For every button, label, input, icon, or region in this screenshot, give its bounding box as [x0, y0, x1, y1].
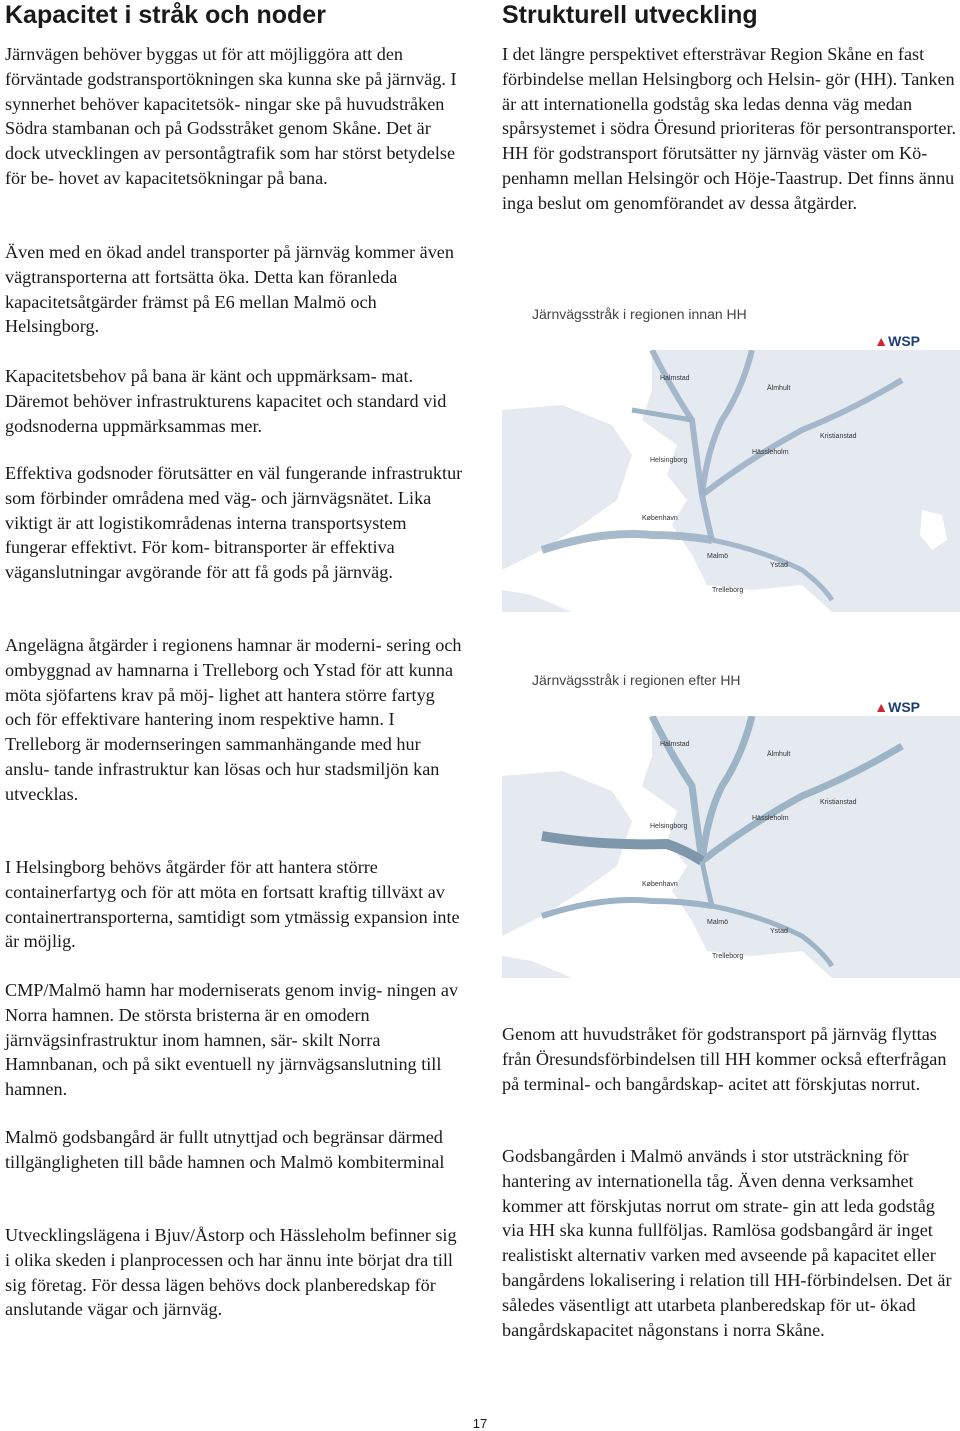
- map-graphic: [502, 716, 960, 978]
- label-ystad: Ystad: [770, 928, 788, 935]
- label-kristianstad: Kristianstad: [820, 799, 857, 806]
- map-title: Järnvägsstråk i regionen efter HH: [532, 672, 741, 688]
- label-kobenhavn: København: [642, 515, 678, 522]
- label-almhult: Älmhult: [767, 385, 791, 392]
- heading-capacity: Kapacitet i stråk och noder: [5, 1, 326, 29]
- label-trelleborg: Trelleborg: [712, 953, 744, 960]
- label-kobenhavn: København: [642, 881, 678, 888]
- label-kristianstad: Kristianstad: [820, 433, 857, 440]
- paragraph-right-1: I det längre perspektivet eftersträvar Region Skåne en fast förbindelse mellan Helsingborg och Helsin- gör (HH). Tanken är att internationella godståg ska ledas denna väg medan spårsystemet i södra Öresund prioriteras för persontransporter. HH för godstransport förutsätter ny järnväg väster om Kö- penhamn mellan Helsingör och Höje-Taastrup. Det finns ännu inga beslut om genomförandet av dessa åtgärder.: [502, 44, 957, 213]
- label-almhult: Älmhult: [767, 751, 791, 758]
- paragraph-5: Angelägna åtgärder i regionens hamnar är moderni- sering och ombyggnad av hamnarna i Trelleborg och Ystad för att kunna möta sjöfartens krav på möj- lighet att hantera större fartyg och för effektivare hantering inom respektive hamn. I Trelleborg är modernseringen sammanhängande med hur anslu- tande infrastruktur kan lösas och hur stadsmiljön kan utvecklas.: [5, 635, 462, 804]
- heading-structural: Strukturell utveckling: [502, 1, 758, 29]
- map-after-hh: [502, 666, 960, 986]
- paragraph-7: CMP/Malmö hamn har moderniserats genom invig- ningen av Norra hamnen. De största bristerna är en omodern järnvägsinfrastruktur inom hamnen, sär- skilt Norra Hamnbanan, och på sikt eventuell ny järnvägsanslutning till hamnen.: [5, 980, 459, 1100]
- paragraph-4: Effektiva godsnoder förutsätter en väl fungerande infrastruktur som förbinder områdena med väg- och järnvägsnätet. Lika viktigt är att logistikområdenas interna transportsystem fungerar effektivt. För kom- bitransporter är effektiva väganslutningar avgörande för att få gods på järnväg.: [5, 463, 463, 583]
- map-title: Järnvägsstråk i regionen innan HH: [532, 306, 747, 322]
- paragraph-2: Även med en ökad andel transporter på järnväg kommer även vägtransporterna att fortsätta öka. Detta kan föranleda kapacitetsåtgärder främst på E6 mellan Malmö och Helsingborg.: [5, 242, 454, 337]
- label-malmo: Malmö: [707, 919, 729, 926]
- label-halmstad: Halmstad: [660, 741, 690, 748]
- label-ystad: Ystad: [770, 562, 788, 569]
- label-helsingborg: Helsingborg: [650, 823, 688, 830]
- label-malmo: Malmö: [707, 553, 729, 560]
- page-number: 17: [472, 1416, 488, 1431]
- wsp-logo: ▲WSP: [874, 333, 920, 349]
- label-hassleholm: Hässleholm: [752, 449, 789, 456]
- paragraph-6: I Helsingborg behövs åtgärder för att hantera större containerfartyg och för att möta en fortsatt kraftig tillväxt av containertransporterna, samtidigt som ytmässig expansion inte är möjlig.: [5, 857, 460, 952]
- label-trelleborg: Trelleborg: [712, 587, 744, 594]
- paragraph-9: Utvecklingslägena i Bjuv/Åstorp och Hässleholm befinner sig i olika skeden i planprocessen och har ännu inte börjat dra till sig företag. För dessa lägen behövs dock planberedskap för anslutande vägar och järnväg.: [5, 1225, 457, 1320]
- wsp-logo: ▲WSP: [874, 699, 920, 715]
- label-hassleholm: Hässleholm: [752, 815, 789, 822]
- label-halmstad: Halmstad: [660, 375, 690, 382]
- paragraph-3: Kapacitetsbehov på bana är känt och uppmärksam- mat. Däremot behöver infrastrukturens kapacitet och standard vid godsnoderna uppmärksammas mer.: [5, 366, 447, 436]
- map-before-hh: [502, 300, 960, 610]
- paragraph-8: Malmö godsbangård är fullt utnyttjad och begränsar därmed tillgängligheten till både hamnen och Malmö kombiterminal: [5, 1127, 445, 1172]
- paragraph-1: Järnvägen behöver byggas ut för att möjliggöra att den förväntade godstransportökningen ska kunna ske på järnväg. I synnerhet behöver kapacitetsök- ningar ske på huvudstråken Södra stambanan och på Godsstråket genom Skåne. Det är dock utvecklingen av persontågtrafik som har störst betydelse för be- hovet av kapacitetsökningar på bana.: [5, 44, 457, 188]
- label-helsingborg: Helsingborg: [650, 457, 688, 464]
- paragraph-right-2: Genom att huvudstråket för godstransport på järnväg flyttas från Öresundsförbindelsen till HH kommer också efterfrågan på terminal- och bangårdskap- acitet att förskjutas norrut.: [502, 1024, 947, 1094]
- map-graphic: [502, 350, 960, 612]
- paragraph-right-3: Godsbangården i Malmö används i stor utsträckning för hantering av internationella tåg. Även denna verksamhet kommer att förskjutas norrut om strate- gin att leda godståg via HH ska kunna fullföljas. Ramlösa godsbangård är inget realistiskt alternativ varken med avseende på kapacitet eller bangårdens lokalisering i relation till HH-förbindelsen. Det är således väsentligt att utarbeta planberedskap för ut- ökad bangårdskapacitet någonstans i norra Skåne.: [502, 1146, 952, 1340]
